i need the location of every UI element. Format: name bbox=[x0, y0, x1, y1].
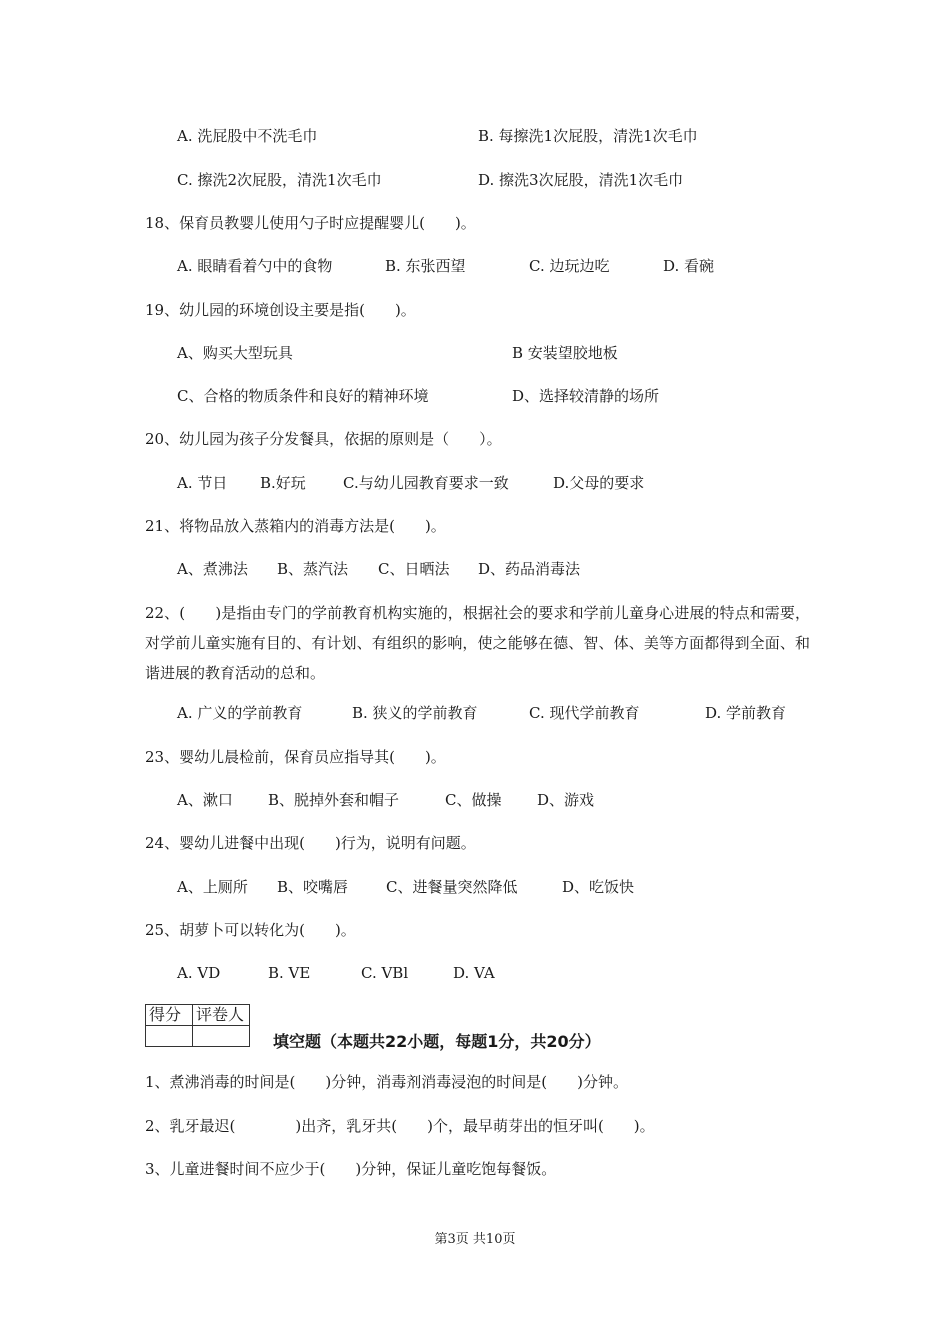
q19-question: 19、幼儿园的环境创设主要是指( )。 bbox=[145, 301, 416, 319]
q21-option-a: A、煮沸法 bbox=[177, 560, 248, 578]
q18-option-d: D. 看碗 bbox=[663, 257, 715, 275]
q20-option-c: C.与幼儿园教育要求一致 bbox=[343, 474, 509, 492]
grader-label: 评卷人 bbox=[193, 1005, 250, 1026]
q17-option-b: B. 每擦洗1次屁股，清洗1次毛巾 bbox=[478, 127, 698, 145]
q21-question: 21、将物品放入蒸箱内的消毒方法是( )。 bbox=[145, 517, 446, 535]
score-table bbox=[145, 1004, 250, 1047]
q23-option-c: C、做操 bbox=[445, 791, 502, 809]
fill-question-1: 1、煮沸消毒的时间是( )分钟，消毒剂消毒浸泡的时间是( )分钟。 bbox=[145, 1073, 628, 1091]
q17-option-d: D. 擦洗3次屁股，清洗1次毛巾 bbox=[478, 171, 684, 189]
q18-option-b: B. 东张西望 bbox=[385, 257, 466, 275]
q25-question: 25、胡萝卜可以转化为( )。 bbox=[145, 921, 356, 939]
q23-option-b: B、脱掉外套和帽子 bbox=[268, 791, 400, 809]
q24-option-c: C、进餐量突然降低 bbox=[386, 878, 518, 896]
q18-option-a: A. 眼睛看着勺中的食物 bbox=[177, 257, 333, 275]
q24-option-b: B、咬嘴唇 bbox=[277, 878, 349, 896]
q19-option-c: C、合格的物质条件和良好的精神环境 bbox=[177, 387, 429, 405]
q25-option-c: C. VBl bbox=[361, 964, 409, 982]
fill-question-3: 3、儿童进餐时间不应少于( )分钟，保证儿童吃饱每餐饭。 bbox=[145, 1160, 557, 1178]
q17-option-a: A. 洗屁股中不洗毛巾 bbox=[177, 127, 318, 145]
q23-option-d: D、游戏 bbox=[537, 791, 595, 809]
q22-question: 22、( )是指由专门的学前教育机构实施的，根据社会的要求和学前儿童身心进展的特点和需要，对学前儿童实施有目的、有计划、有组织的影响，使之能够在德、智、体、美等方面都得到全面、和谐进展的教育活动的总和。 bbox=[145, 604, 810, 682]
q22-option-b: B. 狭义的学前教育 bbox=[352, 704, 478, 722]
q20-option-b: B.好玩 bbox=[260, 474, 306, 492]
q19-option-a: A、购买大型玩具 bbox=[177, 344, 293, 362]
q18-question: 18、保育员教婴儿使用勺子时应提醒婴儿( )。 bbox=[145, 214, 476, 232]
q25-option-a: A. VD bbox=[177, 964, 221, 982]
q23-question: 23、婴幼儿晨检前，保育员应指导其( )。 bbox=[145, 748, 446, 766]
page-footer: 第3页 共10页 bbox=[434, 1232, 516, 1247]
q24-option-d: D、吃饭快 bbox=[562, 878, 635, 896]
q21-option-c: C、日晒法 bbox=[378, 560, 450, 578]
q25-option-d: D. VA bbox=[453, 964, 495, 982]
q22-option-d: D. 学前教育 bbox=[705, 704, 787, 722]
score-label: 得分 bbox=[146, 1005, 193, 1026]
q18-option-c: C. 边玩边吃 bbox=[529, 257, 610, 275]
section-title: 填空题（本题共22小题，每题1分，共20分） bbox=[273, 1032, 601, 1051]
q21-option-b: B、蒸汽法 bbox=[277, 560, 349, 578]
q20-option-a: A. 节日 bbox=[177, 474, 228, 492]
fill-question-2: 2、乳牙最迟( )出齐，乳牙共( )个，最早萌芽出的恒牙叫( )。 bbox=[145, 1117, 655, 1135]
q22-option-a: A. 广义的学前教育 bbox=[177, 704, 303, 722]
q23-option-a: A、漱口 bbox=[177, 791, 233, 809]
q20-question: 20、幼儿园为孩子分发餐具，依据的原则是（ ）。 bbox=[145, 430, 502, 448]
q19-option-b: B 安装望胶地板 bbox=[512, 344, 618, 362]
q25-option-b: B. VE bbox=[268, 964, 311, 982]
q17-option-c: C. 擦洗2次屁股，清洗1次毛巾 bbox=[177, 171, 382, 189]
q24-question: 24、婴幼儿进餐中出现( )行为，说明有问题。 bbox=[145, 834, 476, 852]
score-cell bbox=[146, 1026, 193, 1047]
q22-option-c: C. 现代学前教育 bbox=[529, 704, 640, 722]
q20-option-d: D.父母的要求 bbox=[553, 474, 645, 492]
grader-cell bbox=[193, 1026, 250, 1047]
q24-option-a: A、上厕所 bbox=[177, 878, 248, 896]
q21-option-d: D、药品消毒法 bbox=[478, 560, 581, 578]
q19-option-d: D、选择较清静的场所 bbox=[512, 387, 660, 405]
